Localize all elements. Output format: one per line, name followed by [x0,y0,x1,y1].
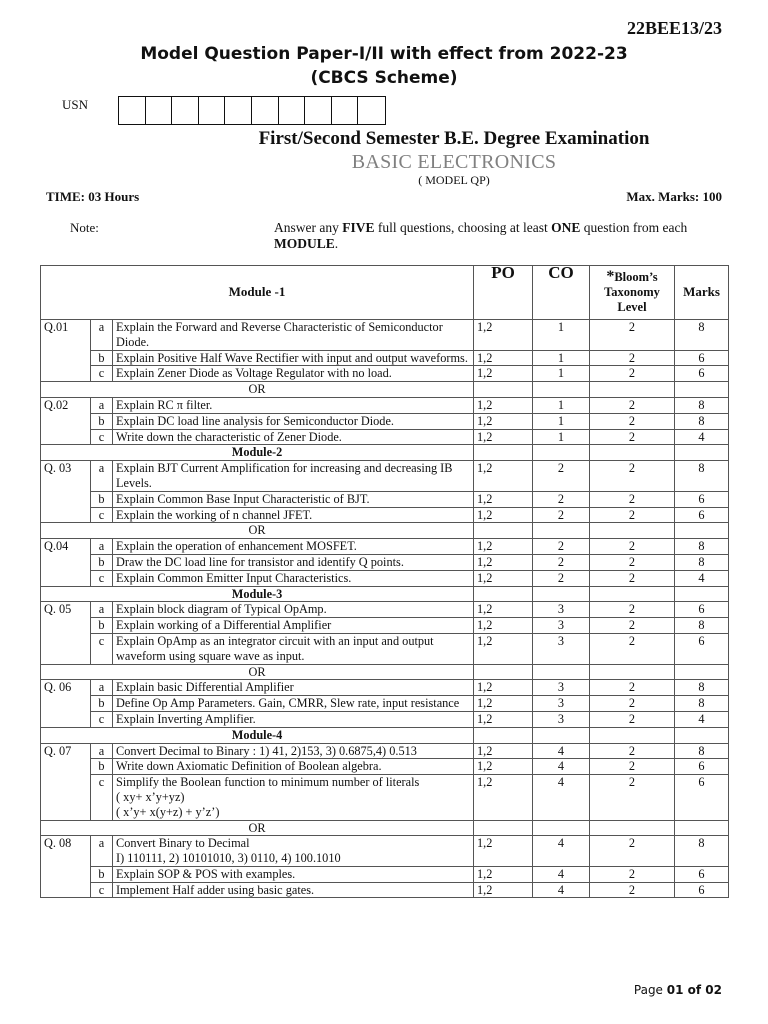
question-text: Explain the Forward and Reverse Characteristic of Semiconductor Diode. [113,320,474,351]
usn-box[interactable] [225,97,252,124]
po-value: 1,2 [474,759,533,775]
question-number: Q. 06 [41,680,91,727]
table-row [41,633,729,664]
po-value: 1,2 [474,743,533,759]
usn-box[interactable] [279,97,306,124]
table-row [41,397,729,413]
bt-value: 2 [590,866,675,882]
po-value: 1,2 [474,461,533,492]
marks-value: 6 [675,759,729,775]
question-number: Q. 07 [41,743,91,820]
sub-question: a [91,836,113,867]
co-value: 1 [533,397,590,413]
marks-value: 6 [675,366,729,382]
table-row [41,507,729,523]
question-text-line: Simplify the Boolean function to minimum number of literals [116,775,420,790]
marks-value: 6 [675,491,729,507]
sub-question: c [91,507,113,523]
question-text: Explain the operation of enhancement MOSFET. [113,539,474,555]
question-text: Explain working of a Differential Amplifier [113,618,474,634]
or-row [41,382,729,398]
or-row [41,664,729,680]
table-row [41,775,729,820]
question-text-line: Convert Binary to Decimal [116,836,250,851]
module-1-header: Module -1 [41,266,474,320]
marks-value: 8 [675,320,729,351]
table-row [41,882,729,898]
question-text: Convert Decimal to Binary : 1) 41, 2)153, 3) 0.6875,4) 0.513 [113,743,474,759]
bt-value: 2 [590,711,675,727]
table-row [41,429,729,445]
po-value: 1,2 [474,711,533,727]
question-text: Explain block diagram of Typical OpAmp. [113,602,474,618]
marks-value: 6 [675,866,729,882]
or-label: OR [41,523,474,539]
table-row [41,461,729,492]
po-value: 1,2 [474,554,533,570]
question-number: Q. 05 [41,602,91,664]
co-header: CO [533,266,590,320]
sub-question: b [91,866,113,882]
co-value: 4 [533,882,590,898]
sub-question: c [91,775,113,820]
table-row [41,491,729,507]
co-value: 2 [533,507,590,523]
table-row [41,539,729,555]
table-row [41,866,729,882]
question-text: Write down the characteristic of Zener Diode. [113,429,474,445]
question-text-line: ( x’y+ x(y+z) + y’z’) [116,804,220,819]
question-text: Explain the working of n channel JFET. [113,507,474,523]
co-value: 2 [533,570,590,586]
po-value: 1,2 [474,696,533,712]
sub-question: b [91,554,113,570]
bt-value: 2 [590,882,675,898]
question-text: Explain Common Base Input Characteristic of BJT. [113,491,474,507]
po-value: 1,2 [474,366,533,382]
sub-question: c [91,429,113,445]
po-value: 1,2 [474,397,533,413]
co-value: 2 [533,539,590,555]
sub-question: a [91,320,113,351]
bt-value: 2 [590,633,675,664]
po-value: 1,2 [474,882,533,898]
question-text: Explain basic Differential Amplifier [113,680,474,696]
bt-value: 2 [590,554,675,570]
or-row [41,523,729,539]
usn-label: USN [62,97,89,112]
question-text-line: I) 110111, 2) 10101010, 3) 0110, 4) 100.1010 [116,851,341,866]
usn-box[interactable] [252,97,279,124]
table-row [41,743,729,759]
marks-value: 6 [675,633,729,664]
sub-question: b [91,491,113,507]
bt-value: 2 [590,759,675,775]
question-text: Write down Axiomatic Definition of Boolean algebra. [113,759,474,775]
or-label: OR [41,382,474,398]
co-value: 3 [533,711,590,727]
question-text: Explain BJT Current Amplification for increasing and decreasing IB Levels. [113,461,474,492]
bt-value: 2 [590,350,675,366]
co-value: 3 [533,696,590,712]
question-text [113,836,474,867]
po-value: 1,2 [474,633,533,664]
sub-question: b [91,350,113,366]
module-2-header: Module-2 [41,445,474,461]
table-row [41,570,729,586]
marks-value: 6 [675,507,729,523]
bt-value: 2 [590,539,675,555]
table-row [41,618,729,634]
table-row [41,696,729,712]
po-value: 1,2 [474,413,533,429]
po-value: 1,2 [474,320,533,351]
question-text: Explain DC load line analysis for Semiconductor Diode. [113,413,474,429]
bt-value: 2 [590,413,675,429]
module-4-header: Module-4 [41,727,474,743]
table-row [41,413,729,429]
note-label: Note: [70,220,99,235]
bt-value: 2 [590,461,675,492]
or-label: OR [41,820,474,836]
time-label: TIME: 03 Hours [46,189,140,204]
question-text: Implement Half adder using basic gates. [113,882,474,898]
po-value: 1,2 [474,775,533,820]
question-text: Explain Inverting Amplifier. [113,711,474,727]
table-row [41,554,729,570]
table-row [41,836,729,867]
po-value: 1,2 [474,507,533,523]
co-value: 1 [533,320,590,351]
co-value: 4 [533,775,590,820]
question-number: Q.01 [41,320,91,382]
usn-box[interactable] [119,97,146,124]
co-value: 1 [533,366,590,382]
bt-value: 2 [590,602,675,618]
co-value: 3 [533,680,590,696]
marks-value: 6 [675,882,729,898]
marks-value: 8 [675,696,729,712]
question-table [40,265,729,898]
co-value: 4 [533,836,590,867]
question-number: Q. 08 [41,836,91,898]
marks-value: 4 [675,570,729,586]
bt-value: 2 [590,696,675,712]
table-row [41,711,729,727]
co-value: 1 [533,413,590,429]
sub-question: c [91,882,113,898]
question-number: Q.04 [41,539,91,586]
question-text [113,775,474,820]
usn-box[interactable] [172,97,199,124]
usn-box[interactable] [305,97,332,124]
paper-title: Model Question Paper-I/II with effect from 2022-23 [140,44,628,64]
bt-value: 2 [590,491,675,507]
or-label: OR [41,664,474,680]
bt-value: 2 [590,836,675,867]
table-row [41,602,729,618]
marks-value: 8 [675,680,729,696]
question-text: Define Op Amp Parameters. Gain, CMRR, Slew rate, input resistance [113,696,474,712]
bt-value: 2 [590,570,675,586]
marks-value: 8 [675,743,729,759]
sub-question: b [91,696,113,712]
co-value: 4 [533,743,590,759]
sub-question: a [91,602,113,618]
marks-value: 8 [675,618,729,634]
bt-value: 2 [590,507,675,523]
module-row [41,586,729,602]
exam-title: First/Second Semester B.E. Degree Examination [258,128,650,149]
sub-question: c [91,570,113,586]
usn-boxes[interactable] [118,96,386,125]
co-value: 2 [533,461,590,492]
po-header: PO [474,266,533,320]
marks-value: 8 [675,836,729,867]
table-row [41,350,729,366]
table-row [41,320,729,351]
note-instructions: Answer any FIVE full questions, choosing at least ONE question from each MODULE. [274,220,688,251]
co-value: 3 [533,602,590,618]
sub-question: b [91,618,113,634]
usn-box[interactable] [332,97,359,124]
po-value: 1,2 [474,570,533,586]
question-text: Explain Zener Diode as Voltage Regulator with no load. [113,366,474,382]
co-value: 4 [533,866,590,882]
bt-value: 2 [590,680,675,696]
sub-question: c [91,711,113,727]
marks-value: 4 [675,429,729,445]
po-value: 1,2 [474,618,533,634]
usn-box[interactable] [358,97,385,124]
usn-box[interactable] [199,97,226,124]
table-row [41,680,729,696]
question-text: Explain RC π filter. [113,397,474,413]
question-text: Explain SOP & POS with examples. [113,866,474,882]
po-value: 1,2 [474,680,533,696]
co-value: 2 [533,491,590,507]
bt-value: 2 [590,397,675,413]
or-row [41,820,729,836]
marks-value: 6 [675,602,729,618]
bt-value: 2 [590,618,675,634]
question-text: Explain OpAmp as an integrator circuit with an input and output waveform using square wave as input. [113,633,474,664]
bt-value: 2 [590,429,675,445]
po-value: 1,2 [474,350,533,366]
po-value: 1,2 [474,836,533,867]
module-row [41,727,729,743]
po-value: 1,2 [474,602,533,618]
sub-question: b [91,413,113,429]
marks-value: 6 [675,350,729,366]
po-value: 1,2 [474,866,533,882]
co-value: 1 [533,429,590,445]
model-qp-label: ( MODEL QP) [418,173,490,187]
sub-question: a [91,397,113,413]
module-row [41,445,729,461]
table-row [41,366,729,382]
marks-value: 6 [675,775,729,820]
sub-question: b [91,759,113,775]
question-text-line: ( xy+ x’y+yz) [116,789,185,804]
marks-value: 8 [675,539,729,555]
sub-question: a [91,539,113,555]
co-value: 3 [533,633,590,664]
bt-value: 2 [590,743,675,759]
po-value: 1,2 [474,539,533,555]
sub-question: a [91,743,113,759]
bt-value: 2 [590,366,675,382]
paper-code: 22BEE13/23 [626,18,722,38]
sub-question: c [91,633,113,664]
question-text: Draw the DC load line for transistor and identify Q points. [113,554,474,570]
max-marks-label: Max. Marks: 100 [626,189,722,204]
question-number: Q. 03 [41,461,91,523]
marks-value: 8 [675,413,729,429]
po-value: 1,2 [474,429,533,445]
co-value: 2 [533,554,590,570]
question-text: Explain Common Emitter Input Characteristics. [113,570,474,586]
table-row [41,759,729,775]
sub-question: c [91,366,113,382]
marks-header: Marks [675,266,729,320]
marks-value: 4 [675,711,729,727]
co-value: 3 [533,618,590,634]
question-number: Q.02 [41,397,91,444]
bt-value: 2 [590,320,675,351]
scheme-title: (CBCS Scheme) [310,68,458,88]
blooms-header: *Bloom’s Taxonomy Level [590,266,675,320]
module-3-header: Module-3 [41,586,474,602]
marks-value: 8 [675,397,729,413]
po-value: 1,2 [474,491,533,507]
table-header [41,266,729,320]
usn-box[interactable] [146,97,173,124]
sub-question: a [91,461,113,492]
sub-question: a [91,680,113,696]
subject-title: BASIC ELECTRONICS [351,151,557,173]
co-value: 1 [533,350,590,366]
question-text: Explain Positive Half Wave Rectifier with input and output waveforms. [113,350,474,366]
co-value: 4 [533,759,590,775]
page-footer: Page 01 of 02 [633,983,722,997]
bt-value: 2 [590,775,675,820]
marks-value: 8 [675,554,729,570]
marks-value: 8 [675,461,729,492]
